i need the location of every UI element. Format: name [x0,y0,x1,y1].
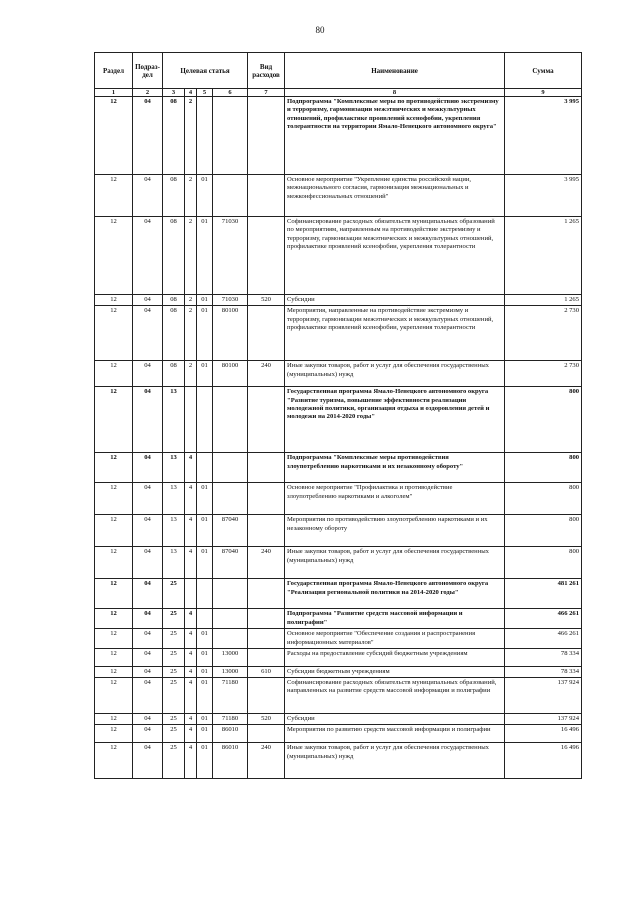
cell-program: 25 [163,678,185,714]
cell-program: 25 [163,629,185,649]
cell-program: 13 [163,483,185,515]
cell-direction [213,579,248,609]
cell-podrazdel: 04 [133,387,163,453]
cell-direction [213,609,248,629]
cell-podrazdel: 04 [133,453,163,483]
cell-event: 01 [197,175,213,217]
col-number: 4 [185,89,197,97]
cell-name: Софинансирование расходных обязательств муниципальных образований, направленных на развитие средств массовой информации и полиграфии [285,678,505,714]
cell-name: Подпрограмма "Развитие средств массовой информации и полиграфии" [285,609,505,629]
header-naimenovanie: Наименование [285,53,505,89]
table-row [95,725,582,743]
cell-direction: 87040 [213,547,248,579]
cell-program: 13 [163,387,185,453]
cell-sum: 1 265 [505,217,582,295]
cell-vid-rashodov [248,387,285,453]
cell-name: Иные закупки товаров, работ и услуг для обеспечения государственных (муниципальных) нужд [285,361,505,387]
cell-podrazdel: 04 [133,609,163,629]
cell-subprogram: 2 [185,361,197,387]
cell-vid-rashodov [248,175,285,217]
cell-program: 25 [163,714,185,725]
cell-podrazdel: 04 [133,97,163,175]
cell-sum: 16 496 [505,743,582,779]
cell-subprogram: 4 [185,666,197,677]
cell-subprogram: 4 [185,515,197,547]
cell-podrazdel: 04 [133,743,163,779]
cell-name: Государственная программа Ямало-Ненецкого автономного округа "Реализация региональной политики на 2014-2020 годы" [285,579,505,609]
cell-razdel: 12 [95,217,133,295]
cell-podrazdel: 04 [133,579,163,609]
cell-direction [213,629,248,649]
cell-direction: 13000 [213,666,248,677]
cell-sum: 16 496 [505,725,582,743]
cell-program: 25 [163,743,185,779]
cell-direction [213,453,248,483]
cell-sum: 800 [505,387,582,453]
cell-vid-rashodov: 520 [248,295,285,306]
col-number: 6 [213,89,248,97]
cell-sum: 1 265 [505,295,582,306]
cell-program: 25 [163,725,185,743]
cell-name: Субсидии [285,295,505,306]
cell-direction: 80100 [213,306,248,361]
cell-vid-rashodov [248,483,285,515]
cell-sum: 3 995 [505,175,582,217]
col-number: 1 [95,89,133,97]
cell-event [197,579,213,609]
cell-vid-rashodov [248,217,285,295]
table-row [95,678,582,714]
cell-sum: 3 995 [505,97,582,175]
cell-subprogram: 4 [185,725,197,743]
cell-program: 08 [163,175,185,217]
cell-razdel: 12 [95,306,133,361]
cell-event [197,609,213,629]
cell-subprogram: 2 [185,217,197,295]
cell-event: 01 [197,666,213,677]
cell-direction: 71180 [213,678,248,714]
cell-razdel: 12 [95,666,133,677]
cell-razdel: 12 [95,648,133,666]
cell-event: 01 [197,217,213,295]
cell-subprogram: 4 [185,609,197,629]
cell-event: 01 [197,515,213,547]
cell-direction: 87040 [213,515,248,547]
cell-subprogram: 2 [185,97,197,175]
cell-direction: 71030 [213,295,248,306]
cell-razdel: 12 [95,97,133,175]
cell-name: Мероприятия, направленные на противодействие экстремизму и терроризму, гармонизации межэтнических и межкультурных отношений, профилактике проявлений ксенофобии, укрепления толерантности [285,306,505,361]
cell-podrazdel: 04 [133,714,163,725]
cell-vid-rashodov [248,97,285,175]
cell-vid-rashodov: 240 [248,547,285,579]
cell-vid-rashodov [248,515,285,547]
cell-podrazdel: 04 [133,678,163,714]
cell-sum: 466 261 [505,629,582,649]
cell-event [197,97,213,175]
cell-direction: 71180 [213,714,248,725]
cell-event: 01 [197,361,213,387]
cell-razdel: 12 [95,175,133,217]
cell-event: 01 [197,648,213,666]
cell-razdel: 12 [95,579,133,609]
cell-program: 25 [163,648,185,666]
cell-direction: 86010 [213,725,248,743]
table-row [95,648,582,666]
cell-sum: 466 261 [505,609,582,629]
cell-name: Субсидии [285,714,505,725]
cell-razdel: 12 [95,453,133,483]
cell-subprogram: 4 [185,678,197,714]
cell-subprogram: 4 [185,714,197,725]
cell-razdel: 12 [95,714,133,725]
cell-vid-rashodov [248,579,285,609]
cell-vid-rashodov [248,629,285,649]
cell-podrazdel: 04 [133,648,163,666]
cell-name: Основное мероприятие "Укрепление единства российской нации, межнационального согласия, гармонизация межнациональных и межконфессиональных отношений" [285,175,505,217]
table-row [95,97,582,175]
cell-name: Подпрограмма "Комплексные меры противодействия злоупотреблению наркотиками и их незаконному обороту" [285,453,505,483]
cell-vid-rashodov [248,306,285,361]
cell-razdel: 12 [95,295,133,306]
cell-podrazdel: 04 [133,175,163,217]
cell-razdel: 12 [95,678,133,714]
cell-program: 08 [163,306,185,361]
cell-razdel: 12 [95,483,133,515]
cell-sum: 78 334 [505,666,582,677]
col-number: 5 [197,89,213,97]
cell-razdel: 12 [95,609,133,629]
col-number: 8 [285,89,505,97]
cell-subprogram: 2 [185,175,197,217]
cell-program: 08 [163,217,185,295]
cell-subprogram [185,387,197,453]
cell-podrazdel: 04 [133,666,163,677]
table-row [95,387,582,453]
cell-name: Мероприятия по развитию средств массовой информации и полиграфии [285,725,505,743]
cell-event: 01 [197,714,213,725]
cell-program: 08 [163,361,185,387]
cell-podrazdel: 04 [133,629,163,649]
cell-program: 25 [163,609,185,629]
cell-podrazdel: 04 [133,547,163,579]
table-row [95,175,582,217]
cell-name: Государственная программа Ямало-Ненецкого автономного округа "Развитие туризма, повышение эффективности реализации молодежной политики, организация отдыха и оздоровления детей и молодежи на 2014-2020 годы" [285,387,505,453]
cell-name: Софинансирование расходных обязательств муниципальных образований по мероприятиям, направленным на противодействие экстремизму и терроризму, гармонизации межэтнических и межкультурных отношений, профилактике проявлений ксенофобии, укрепления толерантности [285,217,505,295]
cell-vid-rashodov [248,609,285,629]
cell-event: 01 [197,306,213,361]
cell-podrazdel: 04 [133,483,163,515]
cell-vid-rashodov [248,678,285,714]
cell-sum: 2 730 [505,306,582,361]
cell-sum: 2 730 [505,361,582,387]
cell-program: 25 [163,666,185,677]
cell-subprogram: 4 [185,483,197,515]
cell-subprogram: 4 [185,743,197,779]
cell-event: 01 [197,725,213,743]
cell-name: Подпрограмма "Комплексные меры по противодействию экстремизму и терроризму, гармонизации межэтнических и межкультурных отношений, профилактике проявлений ксенофобии, укрепления толерантности на территории Ямало-Ненецкого автономного округа" [285,97,505,175]
cell-event: 01 [197,295,213,306]
cell-event [197,453,213,483]
cell-sum: 137 924 [505,714,582,725]
cell-direction [213,175,248,217]
table-row [95,579,582,609]
cell-direction: 86010 [213,743,248,779]
cell-event: 01 [197,629,213,649]
cell-razdel: 12 [95,547,133,579]
cell-razdel: 12 [95,387,133,453]
cell-sum: 800 [505,453,582,483]
cell-razdel: 12 [95,629,133,649]
cell-direction [213,483,248,515]
col-number: 2 [133,89,163,97]
table-row [95,515,582,547]
cell-podrazdel: 04 [133,361,163,387]
cell-name: Субсидии бюджетным учреждениям [285,666,505,677]
table-row [95,547,582,579]
cell-sum: 800 [505,515,582,547]
cell-event: 01 [197,743,213,779]
cell-program: 13 [163,547,185,579]
cell-podrazdel: 04 [133,515,163,547]
page-number: 80 [315,25,325,35]
cell-vid-rashodov: 240 [248,361,285,387]
table-body [95,97,582,779]
cell-direction [213,387,248,453]
cell-podrazdel: 04 [133,725,163,743]
cell-program: 08 [163,295,185,306]
cell-direction: 13000 [213,648,248,666]
cell-event: 01 [197,547,213,579]
cell-podrazdel: 04 [133,306,163,361]
cell-sum: 137 924 [505,678,582,714]
header-celevaya-statya: Целевая статья [163,53,248,89]
cell-direction: 71030 [213,217,248,295]
cell-event: 01 [197,678,213,714]
cell-event [197,387,213,453]
cell-name: Основное мероприятие "Обеспечение создания и распространения информационных материалов" [285,629,505,649]
cell-program: 08 [163,97,185,175]
cell-program: 13 [163,515,185,547]
table-row [95,453,582,483]
cell-vid-rashodov [248,725,285,743]
cell-subprogram: 4 [185,629,197,649]
cell-name: Мероприятия по противодействию злоупотреблению наркотиками и их незаконному обороту [285,515,505,547]
budget-table [94,52,582,779]
cell-name: Основное мероприятие "Профилактика и противодействие злоупотреблению наркотиками и алкоголем" [285,483,505,515]
table-row [95,483,582,515]
cell-razdel: 12 [95,743,133,779]
cell-name: Расходы на предоставление субсидий бюджетным учреждениям [285,648,505,666]
cell-subprogram: 4 [185,648,197,666]
cell-subprogram: 4 [185,453,197,483]
cell-vid-rashodov [248,453,285,483]
cell-razdel: 12 [95,725,133,743]
cell-direction [213,97,248,175]
cell-event: 01 [197,483,213,515]
cell-vid-rashodov: 610 [248,666,285,677]
cell-sum: 800 [505,483,582,515]
table-row [95,306,582,361]
cell-subprogram: 4 [185,547,197,579]
cell-sum: 800 [505,547,582,579]
cell-podrazdel: 04 [133,217,163,295]
cell-razdel: 12 [95,361,133,387]
header-summa: Сумма [505,53,582,89]
table-row [95,743,582,779]
cell-podrazdel: 04 [133,295,163,306]
cell-vid-rashodov: 240 [248,743,285,779]
cell-name: Иные закупки товаров, работ и услуг для обеспечения государственных (муниципальных) нужд [285,743,505,779]
table-row [95,714,582,725]
cell-subprogram: 2 [185,295,197,306]
cell-direction: 80100 [213,361,248,387]
cell-program: 13 [163,453,185,483]
cell-sum: 481 261 [505,579,582,609]
table-row [95,629,582,649]
cell-vid-rashodov: 520 [248,714,285,725]
cell-name: Иные закупки товаров, работ и услуг для обеспечения государственных (муниципальных) нужд [285,547,505,579]
cell-razdel: 12 [95,515,133,547]
header-vid-rashodov: Вид расходов [248,53,285,89]
table-row [95,609,582,629]
header-razdel: Раздел [95,53,133,89]
cell-subprogram: 2 [185,306,197,361]
col-number: 7 [248,89,285,97]
col-number: 3 [163,89,185,97]
cell-vid-rashodov [248,648,285,666]
table-row [95,666,582,677]
cell-subprogram [185,579,197,609]
header-podrazdel: Подраз-дел [133,53,163,89]
cell-program: 25 [163,579,185,609]
table-row [95,295,582,306]
table-row [95,361,582,387]
cell-sum: 78 334 [505,648,582,666]
table-row [95,217,582,295]
col-number: 9 [505,89,582,97]
